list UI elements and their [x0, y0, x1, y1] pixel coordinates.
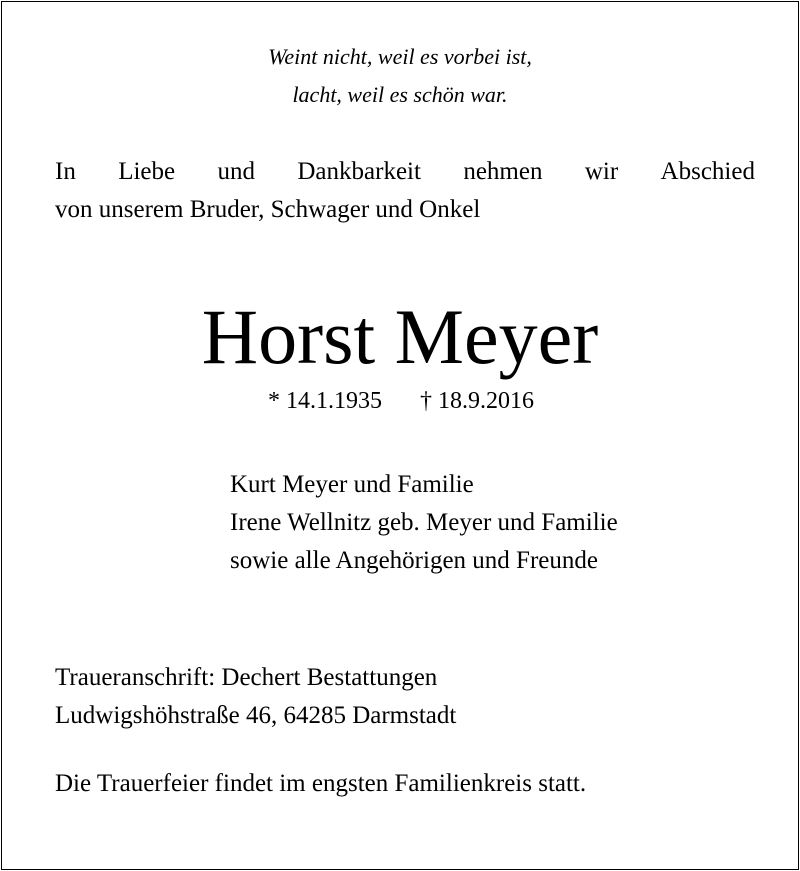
death-date: † 18.9.2016	[420, 388, 534, 414]
motto-line-1: Weint nicht, weil es vorbei ist,	[268, 44, 532, 69]
intro-line-2: von unserem Bruder, Schwager und Onkel	[55, 196, 481, 223]
motto-quote	[0, 38, 800, 114]
address-line-1: Traueranschrift: Dechert Bestattungen	[55, 664, 438, 691]
intro-word: Dankbarkeit	[297, 158, 421, 185]
notice-border	[1, 1, 799, 870]
motto-line-2: lacht, weil es schön war.	[292, 82, 508, 107]
intro-line-1	[55, 153, 755, 191]
address-line-2: Ludwigshöhstraße 46, 64285 Darmstadt	[55, 702, 457, 729]
mourner-line: sowie alle Angehörigen und Freunde	[230, 547, 598, 574]
intro-word: In	[55, 158, 76, 185]
deceased-name: Horst Meyer	[201, 293, 599, 380]
intro-word: Liebe	[118, 158, 176, 185]
life-dates	[268, 386, 534, 416]
intro-word: nehmen	[463, 158, 543, 185]
birth-date: * 14.1.1935	[268, 388, 382, 414]
mourner-line: Irene Wellnitz geb. Meyer und Familie	[230, 509, 618, 536]
mourner-line: Kurt Meyer und Familie	[230, 471, 474, 498]
intro-word: wir	[584, 158, 619, 185]
intro-word: und	[217, 158, 255, 185]
intro-text	[55, 153, 755, 229]
mourners-list	[230, 466, 618, 580]
intro-word: Abschied	[660, 158, 755, 185]
mourning-address	[55, 659, 456, 735]
closing-note: Die Trauerfeier findet im engsten Familienkreis statt.	[55, 770, 587, 797]
